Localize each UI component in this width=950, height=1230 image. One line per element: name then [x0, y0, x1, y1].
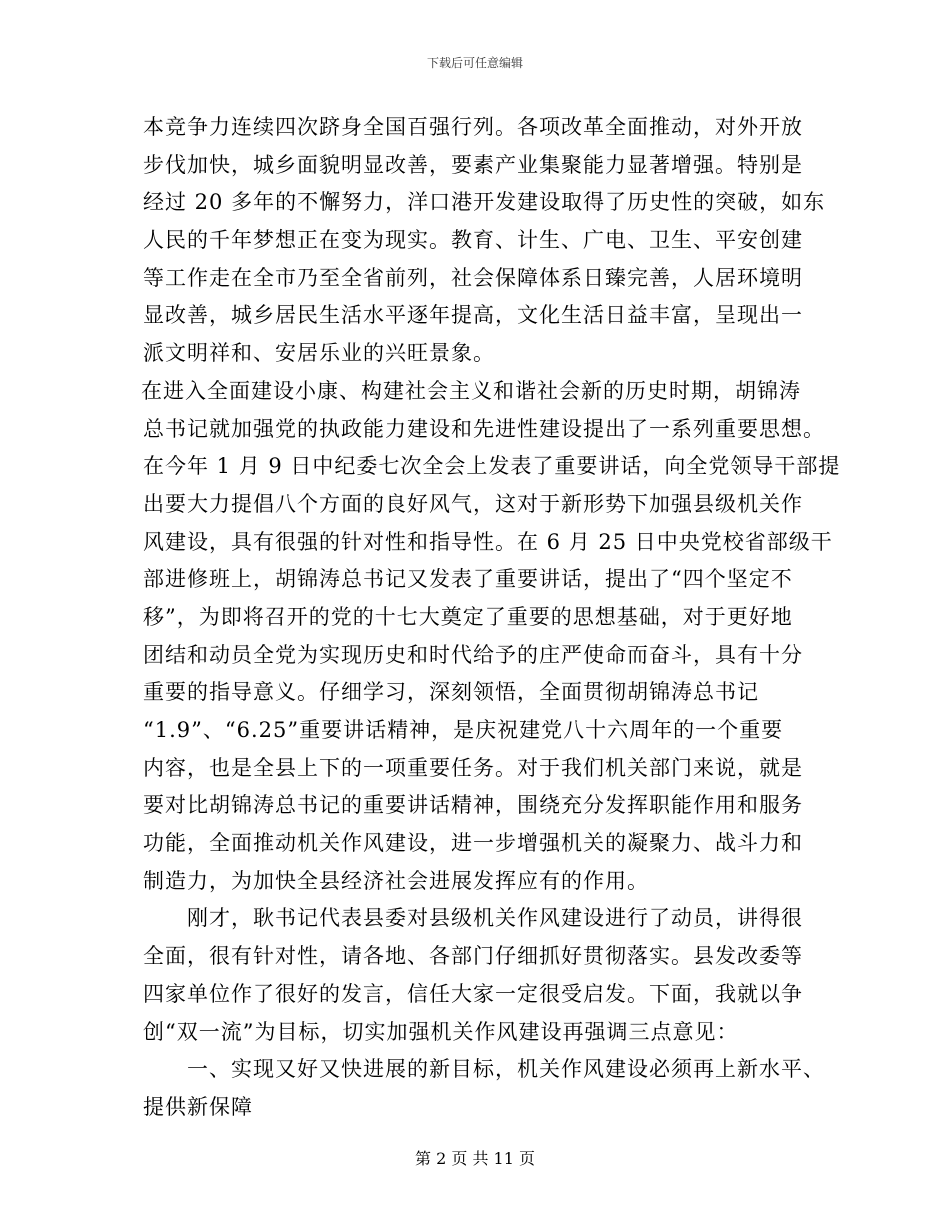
text-line: 显改善，城乡居民生活水平逐年提高，文化生活日益丰富，呈现出一	[143, 303, 803, 328]
text-line: 刚才，耿书记代表县委对县级机关作风建设进行了动员，讲得很	[187, 906, 803, 931]
text-line: 派文明祥和、安居乐业的兴旺景象。	[143, 341, 495, 366]
page-footer: 第 2 页 共 11 页	[415, 1149, 535, 1168]
text-line: 要对比胡锦涛总书记的重要讲话精神，围绕充分发挥职能作用和服务	[143, 793, 803, 818]
text-line: 出要大力提倡八个方面的良好风气，这对于新形势下加强县级机关作	[143, 491, 803, 516]
text-line: 一、实现又好又快进展的新目标，机关作风建设必须再上新水平、	[187, 1057, 825, 1082]
text-line: 重要的指导意义。仔细学习，深刻领悟，全面贯彻胡锦涛总书记	[143, 680, 759, 705]
document-body	[141, 109, 841, 1127]
text-line: 团结和动员全党为实现历史和时代给予的庄严使命而奋斗，具有十分	[143, 642, 803, 667]
text-line: 本竞争力连续四次跻身全国百强行列。各项改革全面推动，对外开放	[143, 115, 803, 139]
text-line: 四家单位作了很好的发言，信任大家一定很受启发。下面，我就以争	[143, 981, 803, 1006]
text-line: “1.9”、“6.25”重要讲话精神，是庆祝建党八十六周年的一个重要	[143, 718, 784, 742]
page-header: 下载后可任意编辑	[426, 56, 523, 70]
text-line: 移”，为即将召开的党的十七大奠定了重要的思想基础，对于更好地	[143, 604, 793, 629]
text-line: 功能，全面推动机关作风建设，进一步增强机关的凝聚力、战斗力和	[143, 831, 803, 856]
text-line: 提供新保障	[143, 1094, 253, 1119]
text-line: 创“双一流”为目标，切实加强机关作风建设再强调三点意见：	[143, 1019, 739, 1044]
text-line: 风建设，具有很强的针对性和指导性。在 6 月 25 日中央党校省部级干	[143, 529, 833, 554]
text-line: 步伐加快，城乡面貌明显改善，要素产业集聚能力显著增强。特别是	[143, 152, 803, 177]
text-line: 人民的千年梦想正在变为现实。教育、计生、广电、卫生、平安创建	[143, 228, 803, 253]
text-line: 制造力，为加快全县经济社会进展发挥应有的作用。	[143, 868, 649, 893]
text-line: 在今年 1 月 9 日中纪委七次全会上发表了重要讲话，向全党领导干部提	[143, 454, 841, 479]
text-line: 经过 20 多年的不懈努力，洋口港开发建设取得了历史性的突破，如东	[143, 190, 826, 215]
text-line: 等工作走在全市乃至全省前列，社会保障体系日臻完善，人居环境明	[143, 265, 803, 290]
text-line: 部进修班上，胡锦涛总书记又发表了重要讲话，提出了“四个坚定不	[143, 567, 793, 592]
text-line: 全面，很有针对性，请各地、各部门仔细抓好贯彻落实。县发改委等	[143, 944, 803, 969]
text-line: 在进入全面建设小康、构建社会主义和谐社会新的历史时期，胡锦涛	[141, 378, 801, 403]
text-line: 总书记就加强党的执政能力建设和先进性建设提出了一系列重要思想。	[143, 416, 825, 441]
text-line: 内容，也是全县上下的一项重要任务。对于我们机关部门来说，就是	[143, 755, 803, 780]
